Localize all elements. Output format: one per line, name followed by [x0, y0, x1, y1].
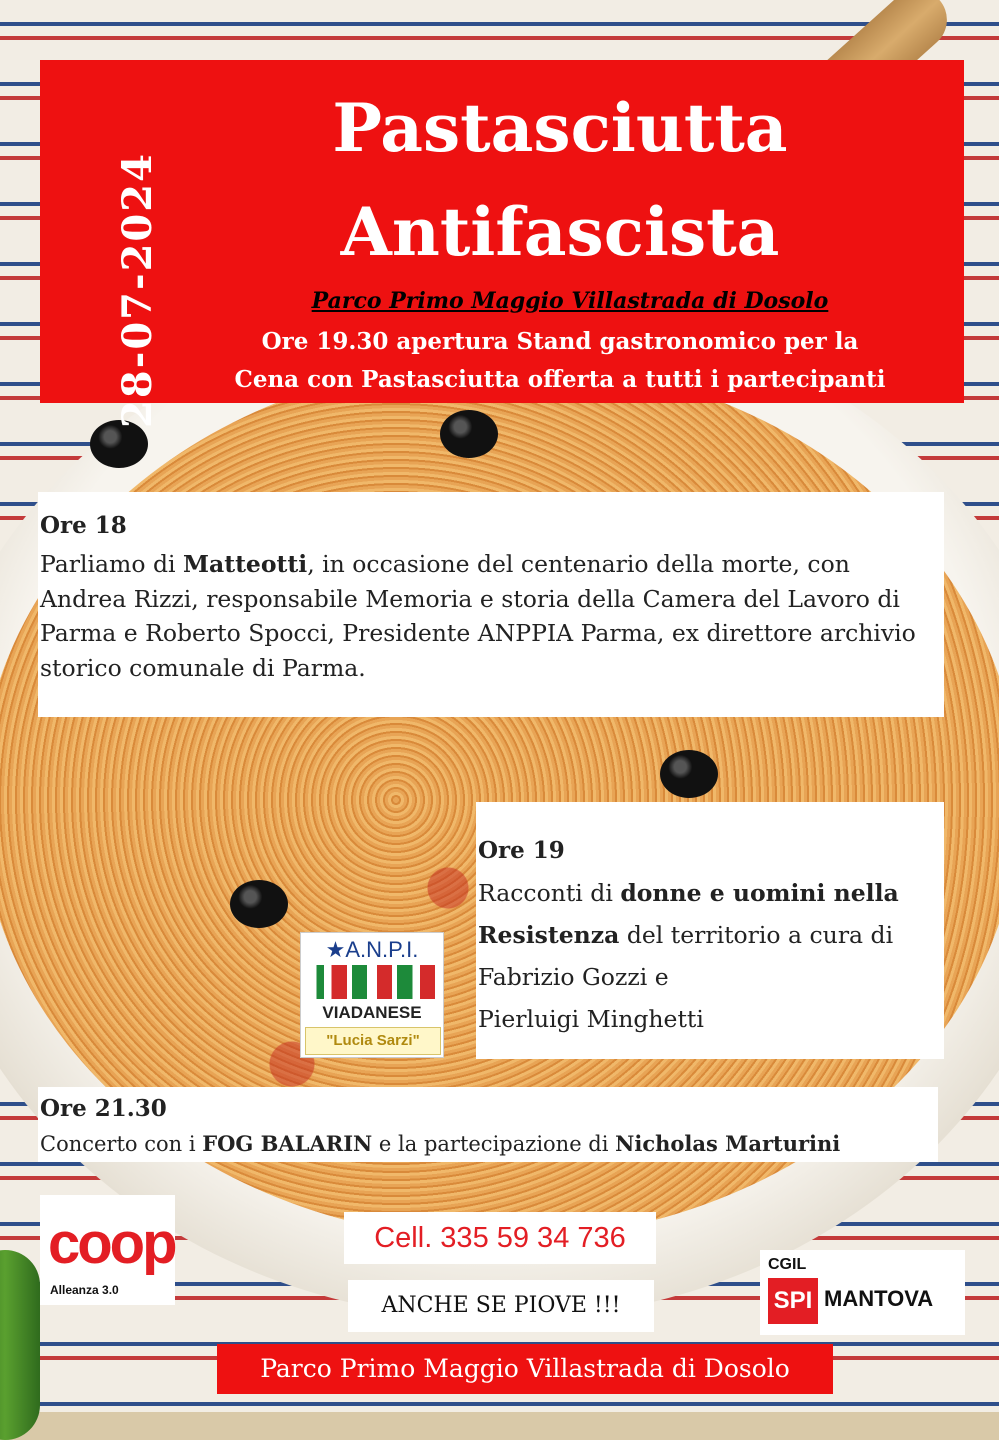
event-text: Concerto con i [40, 1132, 203, 1156]
event-description [478, 872, 944, 1040]
phone-number: Cell. 335 59 34 736 [344, 1212, 656, 1264]
event-box-19 [476, 802, 944, 1059]
event-box-18 [38, 492, 944, 717]
anpi-logo-sub: "Lucia Sarzi" [305, 1027, 441, 1055]
event-text: , in occasione del centenario della morte, con Andrea Rizzi, responsabile Memoria e storia della Camera del Lavoro di Parma e Roberto Spocci, Presidente ANPPIA Parma, ex direttore archivio storico comunale di Parma. [40, 550, 916, 682]
stand-info-line-2: Cena con Pastasciutta offerta a tutti i partecipanti [234, 366, 886, 393]
rain-note: ANCHE SE PIOVE !!! [348, 1280, 654, 1332]
event-time: Ore 19 [478, 837, 565, 864]
cgil-city: MANTOVA [824, 1286, 934, 1311]
olive-decoration [660, 750, 718, 798]
venue-subtitle: Parco Primo Maggio Villastrada di Dosolo [311, 288, 829, 314]
title-line-2: Antifascista [340, 193, 780, 271]
coop-logo [40, 1195, 175, 1305]
coop-subtitle: Alleanza 3.0 [50, 1283, 119, 1297]
footer-venue: Parco Primo Maggio Villastrada di Dosolo [217, 1344, 833, 1394]
event-time: Ore 21.30 [40, 1095, 167, 1122]
event-text: Pierluigi Minghetti [478, 1005, 704, 1033]
event-text: Fabrizio Gozzi e [478, 963, 669, 991]
event-description [40, 547, 940, 685]
event-highlight: donne e uomini nella Resistenza [478, 879, 899, 949]
anpi-logo-title: ★A.N.P.I. [325, 937, 419, 962]
stand-info-line-1: Ore 19.30 apertura Stand gastronomico per la [261, 328, 859, 355]
coop-wordmark: coop [48, 1211, 175, 1276]
title-line-1: Pastasciutta [332, 89, 788, 167]
event-highlight: Matteotti [182, 550, 308, 578]
olive-decoration [440, 410, 498, 458]
event-text: e la partecipazione di [372, 1132, 616, 1156]
event-date: 28-07-2024 [114, 152, 161, 428]
event-highlight: Nicholas Marturini [615, 1131, 841, 1156]
event-time: Ore 18 [40, 512, 127, 539]
anpi-logo-name: VIADANESE [322, 1003, 422, 1022]
italian-flag-icon [309, 965, 435, 999]
event-text: del territorio a cura di [619, 921, 894, 949]
event-box-2130 [38, 1087, 938, 1162]
anpi-logo [300, 932, 444, 1058]
event-text: Parliamo di [40, 550, 183, 578]
event-description [40, 1131, 840, 1156]
cgil-label: CGIL [768, 1256, 807, 1273]
header-banner [40, 60, 964, 428]
event-highlight: FOG BALARIN [202, 1131, 373, 1156]
olive-decoration [230, 880, 288, 928]
spi-badge: SPI [768, 1278, 818, 1324]
event-text: Racconti di [478, 879, 621, 907]
cgil-spi-logo [760, 1250, 965, 1335]
